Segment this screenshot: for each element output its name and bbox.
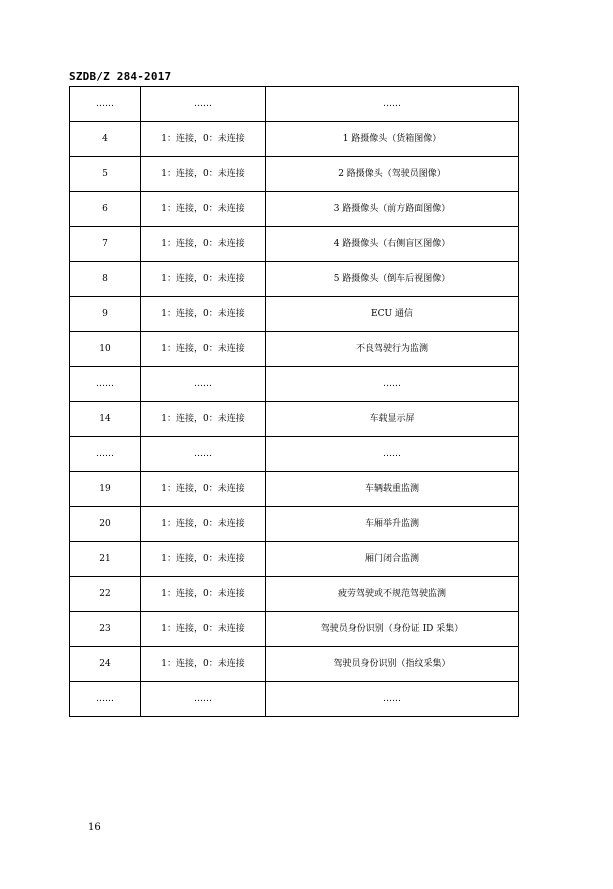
description-cell: 3 路摄像头（前方路面图像）: [266, 192, 519, 227]
value-cell: 1：连接，0：未连接: [141, 647, 266, 682]
description-cell: 5 路摄像头（倒车后视图像）: [266, 262, 519, 297]
table-row: [70, 262, 519, 297]
description-cell: 不良驾驶行为监测: [266, 332, 519, 367]
description-cell: 2 路摄像头（驾驶员图像）: [266, 157, 519, 192]
row-number-cell: 20: [70, 507, 141, 542]
row-number-cell: 22: [70, 577, 141, 612]
table-row: [70, 87, 519, 122]
value-cell: 1：连接，0：未连接: [141, 577, 266, 612]
description-cell: ……: [266, 87, 519, 122]
table-row: [70, 402, 519, 437]
row-number-cell: 4: [70, 122, 141, 157]
description-cell: ……: [266, 682, 519, 717]
row-number-cell: 9: [70, 297, 141, 332]
row-number-cell: 7: [70, 227, 141, 262]
description-cell: 车辆载重监测: [266, 472, 519, 507]
row-number-cell: 23: [70, 612, 141, 647]
description-cell: 4 路摄像头（右侧盲区图像）: [266, 227, 519, 262]
value-cell: 1：连接，0：未连接: [141, 612, 266, 647]
table-row: [70, 157, 519, 192]
description-cell: 驾驶员身份识别（身份证 ID 采集）: [266, 612, 519, 647]
document-id-header: SZDB/Z 284-2017: [69, 70, 172, 83]
table-row: [70, 367, 519, 402]
value-cell: 1：连接，0：未连接: [141, 262, 266, 297]
value-cell: 1：连接，0：未连接: [141, 297, 266, 332]
description-cell: 1 路摄像头（货箱图像）: [266, 122, 519, 157]
value-cell: 1：连接，0：未连接: [141, 402, 266, 437]
value-cell: 1：连接，0：未连接: [141, 542, 266, 577]
table-row: [70, 542, 519, 577]
row-number-cell: ……: [70, 682, 141, 717]
row-number-cell: 6: [70, 192, 141, 227]
row-number-cell: 5: [70, 157, 141, 192]
value-cell: ……: [141, 87, 266, 122]
description-cell: 车厢举升监测: [266, 507, 519, 542]
value-cell: 1：连接，0：未连接: [141, 472, 266, 507]
value-cell: ……: [141, 437, 266, 472]
value-cell: ……: [141, 682, 266, 717]
value-cell: 1：连接，0：未连接: [141, 192, 266, 227]
value-cell: 1：连接，0：未连接: [141, 122, 266, 157]
status-bit-table: [69, 86, 519, 717]
value-cell: 1：连接，0：未连接: [141, 227, 266, 262]
table-body: [70, 87, 519, 717]
description-cell: ……: [266, 437, 519, 472]
table-row: [70, 577, 519, 612]
row-number-cell: 14: [70, 402, 141, 437]
table-row: [70, 297, 519, 332]
table-row: [70, 192, 519, 227]
table-row: [70, 682, 519, 717]
table-row: [70, 612, 519, 647]
row-number-cell: 24: [70, 647, 141, 682]
description-cell: 疲劳驾驶或不规范驾驶监测: [266, 577, 519, 612]
value-cell: 1：连接，0：未连接: [141, 157, 266, 192]
table-row: [70, 647, 519, 682]
row-number-cell: 8: [70, 262, 141, 297]
row-number-cell: ……: [70, 87, 141, 122]
description-cell: 驾驶员身份识别（指纹采集）: [266, 647, 519, 682]
table-row: [70, 332, 519, 367]
table-row: [70, 227, 519, 262]
value-cell: 1：连接，0：未连接: [141, 332, 266, 367]
row-number-cell: ……: [70, 437, 141, 472]
description-cell: ……: [266, 367, 519, 402]
description-cell: 厢门闭合监测: [266, 542, 519, 577]
value-cell: 1：连接，0：未连接: [141, 507, 266, 542]
table-row: [70, 507, 519, 542]
value-cell: ……: [141, 367, 266, 402]
description-cell: ECU 通信: [266, 297, 519, 332]
table-row: [70, 437, 519, 472]
row-number-cell: ……: [70, 367, 141, 402]
description-cell: 车载显示屏: [266, 402, 519, 437]
row-number-cell: 21: [70, 542, 141, 577]
row-number-cell: 10: [70, 332, 141, 367]
row-number-cell: 19: [70, 472, 141, 507]
page-number: 16: [88, 822, 101, 833]
table-row: [70, 472, 519, 507]
table-row: [70, 122, 519, 157]
